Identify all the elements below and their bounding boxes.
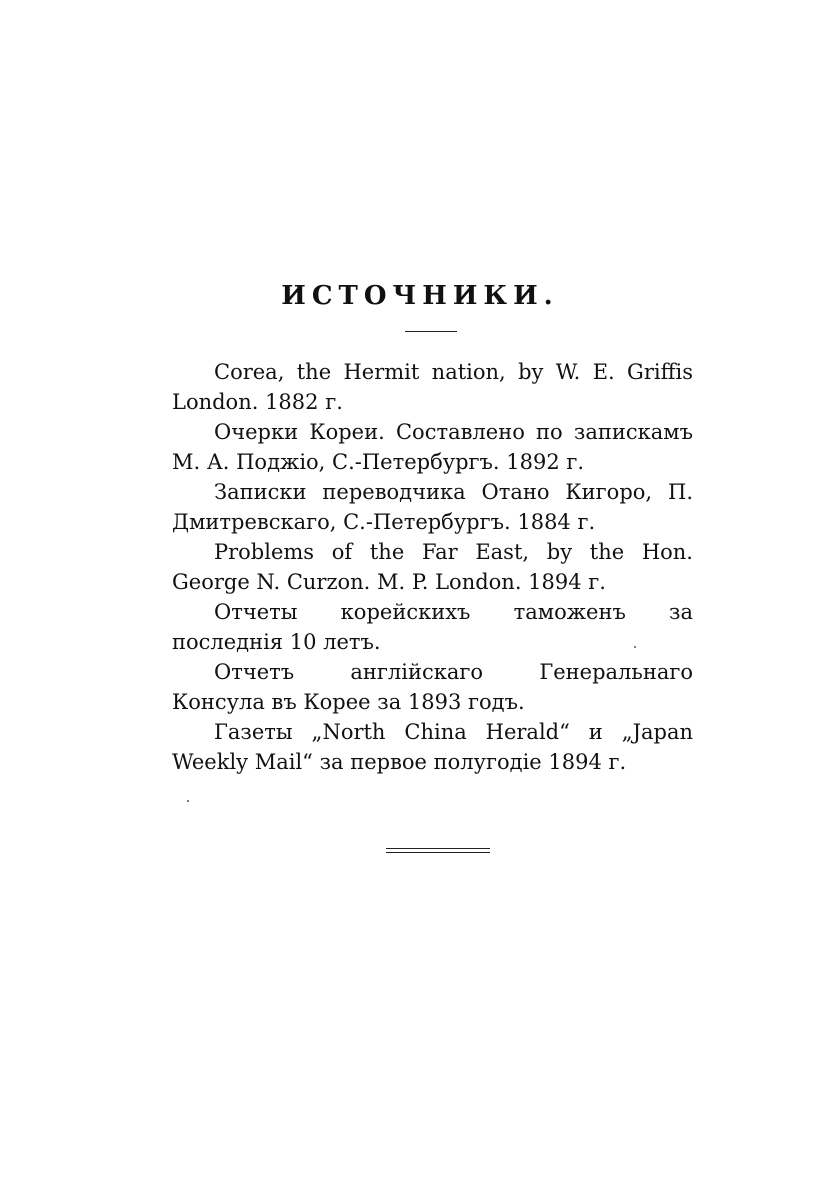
source-entry: Газеты „North China Herald“ и „Japan Weekly Mail“ за первое полугодіе 1894 г.	[172, 720, 693, 774]
closing-double-rule	[386, 848, 490, 853]
source-entry: Problems of the Far East, by the Hon. George N. Curzon. M. P. London. 1894 г.	[172, 540, 693, 594]
source-entry: Отчеты корейскихъ таможенъ за последнія 10 летъ.	[172, 600, 693, 654]
ink-speck	[634, 646, 636, 648]
source-entry: Очерки Кореи. Составлено по запискамъ М. А. Поджіо, С.-Петербургъ. 1892 г.	[172, 420, 693, 474]
source-entry: Corea, the Hermit nation, by W. E. Griffis London. 1882 г.	[172, 360, 693, 414]
ink-speck	[187, 800, 189, 802]
page-title: ИСТОЧНИКИ.	[281, 281, 559, 311]
source-entry: Отчетъ англійскаго Генеральнаго Консула въ Корее за 1893 годъ.	[172, 660, 693, 714]
sources-list	[172, 357, 693, 777]
title-rule	[405, 331, 457, 332]
source-entry: Записки переводчика Отано Кигоро, П. Дмитревскаго, С.-Петербургъ. 1884 г.	[172, 480, 693, 534]
